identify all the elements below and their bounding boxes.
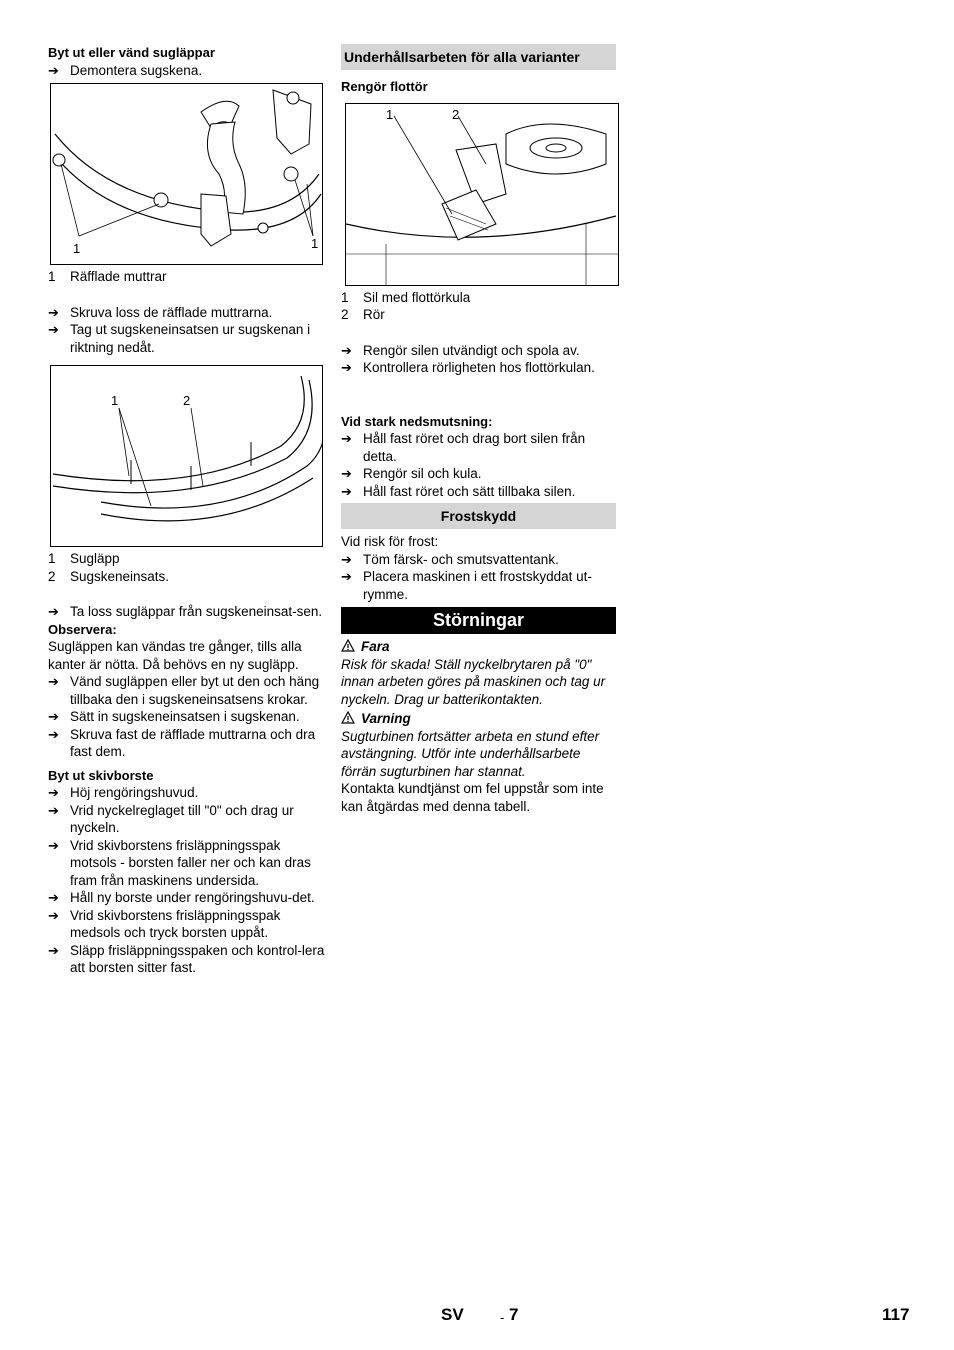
step: ➔ Höj rengöringshuvud. <box>48 785 199 800</box>
note-text: Sugläppen kan vändas tre gånger, tills alla kanter är nötta. Då behövs en ny sugläpp. <box>48 639 302 672</box>
footer-language: SV <box>441 1305 464 1324</box>
step: ➔ Håll fast röret och sätt tillbaka silen. <box>341 483 576 499</box>
arrow-right-icon: ➔ <box>48 726 59 742</box>
step: ➔ Töm färsk- och smutsvattentank. <box>341 551 559 567</box>
arrow-right-icon: ➔ <box>48 837 59 853</box>
section-heading-maintenance: Underhållsarbeten för alla varianter <box>341 44 616 70</box>
step: ➔ Håll fast röret och drag bort silen från detta. <box>341 431 586 464</box>
arrow-right-icon: ➔ <box>341 483 352 499</box>
frost-intro: Vid risk för frost: <box>341 534 439 549</box>
left-column <box>48 44 326 977</box>
step: ➔ Ta loss sugläppar från sugskeneinsat-sen. <box>48 604 323 619</box>
figure-squeegee-nuts <box>50 83 323 265</box>
step: ➔ Sätt in sugskeneinsatsen i sugskenan. <box>48 709 300 724</box>
step: ➔ Tag ut sugskeneinsatsen ur sugskenan i riktning nedåt. <box>48 322 311 355</box>
note-heading: Observera: <box>48 621 117 637</box>
arrow-right-icon: ➔ <box>48 709 59 724</box>
section-heading-frost: Frostskydd <box>341 503 616 529</box>
warning-heading: Varning <box>341 710 616 728</box>
heading-replace-squeegee: Byt ut eller vänd sugläppar <box>48 45 215 60</box>
arrow-right-icon: ➔ <box>48 604 59 619</box>
step: ➔ Rengör sil och kula. <box>341 466 482 481</box>
section-heading-faults: Störningar <box>341 607 616 634</box>
warning-triangle-icon <box>341 639 355 652</box>
legend-item: 1 Sil med flottörkula <box>341 289 471 305</box>
arrow-right-icon: ➔ <box>48 304 59 320</box>
warning-text: Sugturbinen fortsätter arbeta en stund efter avstängning. Utför inte underhållsarbete förrän sugturbinen har stannat. <box>341 728 600 779</box>
step: ➔ Skruva loss de räfflade muttrarna. <box>48 304 273 320</box>
legend-list <box>48 550 326 585</box>
right-column <box>341 44 616 815</box>
figure-label: 1 <box>386 106 394 122</box>
figure-label: 1 <box>73 241 81 256</box>
contact-text: Kontakta kundtjänst om fel uppstår som inte kan åtgärdas med denna tabell. <box>341 781 604 814</box>
step: ➔ Vrid skivborstens frisläppningsspak medsols och tryck borsten uppåt. <box>48 907 281 940</box>
footer-section-page: 7 <box>509 1305 519 1324</box>
footer-page-number: 117 <box>882 1305 910 1324</box>
arrow-right-icon: ➔ <box>48 890 59 905</box>
step: ➔ Vrid nyckelreglaget till "0" och drag ur nyckeln. <box>48 802 294 835</box>
step: ➔ Placera maskinen i ett frostskyddat ut-rymme. <box>341 569 592 602</box>
figure-label: 2 <box>452 106 460 122</box>
arrow-right-icon: ➔ <box>341 466 352 481</box>
danger-text: Risk för skada! Ställ nyckelbrytaren på "0" innan arbeten göres på maskinen och tag ur nyckeln. Drag ur batterikontakten. <box>341 656 606 707</box>
arrow-right-icon: ➔ <box>48 674 59 689</box>
footer-dash: - <box>500 1310 505 1325</box>
legend-list <box>48 268 326 286</box>
arrow-right-icon: ➔ <box>48 62 59 78</box>
legend-list <box>341 289 616 324</box>
step: ➔ Släpp frisläppningsspaken och kontrol-lera att borsten sitter fast. <box>48 942 325 975</box>
legend-item: 2 Rör <box>341 307 385 322</box>
arrow-right-icon: ➔ <box>48 322 59 337</box>
step: ➔ Vrid skivborstens frisläppningsspak motsols - borsten faller ner och kan dras fram från maskinens undersida. <box>48 837 311 888</box>
arrow-right-icon: ➔ <box>341 569 352 584</box>
figure-label: 1 <box>111 393 119 408</box>
step: ➔ Rengör silen utvändigt och spola av. <box>341 342 580 358</box>
arrow-right-icon: ➔ <box>48 785 59 800</box>
arrow-right-icon: ➔ <box>341 431 352 446</box>
step: ➔ Vänd sugläppen eller byt ut den och häng tillbaka den i sugskeneinsatsens krokar. <box>48 674 320 707</box>
figure-label: 2 <box>183 393 191 408</box>
heading-replace-brush: Byt ut skivborste <box>48 767 154 783</box>
step: ➔ Kontrollera rörligheten hos flottörkulan. <box>341 360 595 375</box>
arrow-right-icon: ➔ <box>341 342 352 358</box>
warning-triangle-icon <box>341 711 355 724</box>
legend-item: 2 Sugskeneinsats. <box>48 568 170 584</box>
step: ➔ Demontera sugskena. <box>48 62 203 78</box>
figure-float-strainer <box>345 103 619 286</box>
legend-item: 1 Sugläpp <box>48 551 120 566</box>
danger-heading: Fara <box>341 638 616 656</box>
step: ➔ Skruva fast de räfflade muttrarna och dra fast dem. <box>48 726 316 759</box>
heading-heavy-soiling: Vid stark nedsmutsning: <box>341 413 493 429</box>
legend-item: 1 Räfflade muttrar <box>48 269 167 284</box>
figure-squeegee-insert <box>50 365 323 547</box>
figure-label: 1 <box>311 236 319 251</box>
arrow-right-icon: ➔ <box>48 802 59 818</box>
heading-clean-float: Rengör flottör <box>341 79 428 94</box>
step: ➔ Håll ny borste under rengöringshuvu-det. <box>48 890 315 905</box>
arrow-right-icon: ➔ <box>341 360 352 375</box>
arrow-right-icon: ➔ <box>48 942 59 958</box>
arrow-right-icon: ➔ <box>341 551 352 567</box>
arrow-right-icon: ➔ <box>48 907 59 923</box>
